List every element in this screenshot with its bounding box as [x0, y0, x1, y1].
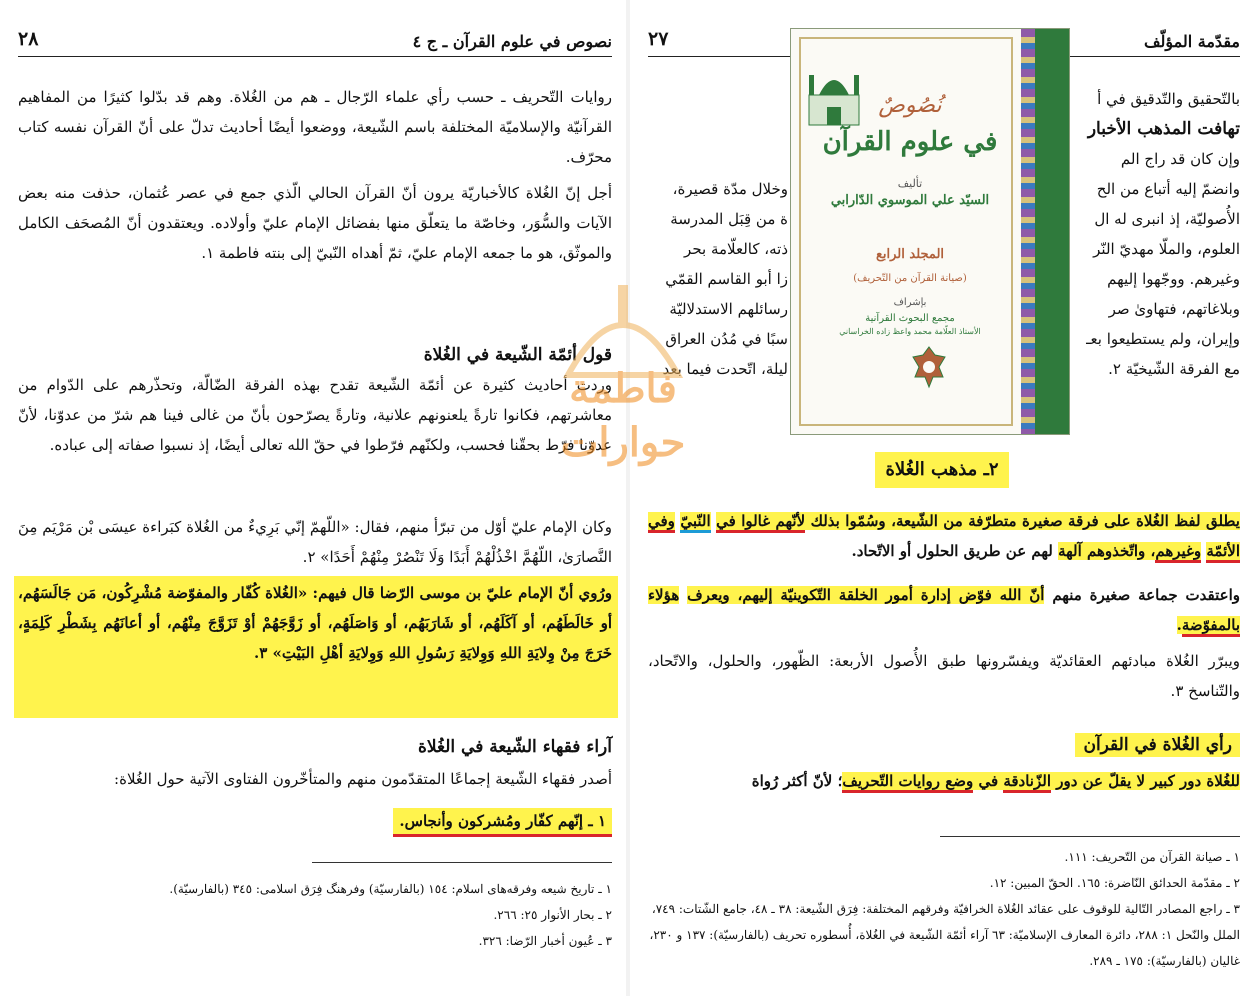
- right-paragraph-6: للغُلاة دور كبير لا يقلّ عن دور الزّنادقة في وضع روايات التّحريف؛ لأنّ أكثر رُواة: [648, 766, 1240, 796]
- cover-supervision-label: بإشراف: [893, 297, 927, 308]
- cover-subtitle: (صيانة القرآن من التّحريف): [853, 273, 967, 284]
- cover-ornament-border: [1021, 29, 1035, 434]
- right-partial-column: [1050, 84, 1240, 384]
- left-paragraph-5: ورُوي أنّ الإمام عليّ بن موسى الرّضا قال فيهم: «الغُلاة كُفّار والمفوّضة مُشْرِكُون، مَن جَالَسَهُم، أو خَالَطَهُم، أو آكَلَهُم، أو شَارَبَهُم، أو وَاصَلَهُم، أو زَوَّجَهُمْ أوْ تَزَوَّجَ مِنْهُم، أو أعانَهُم بِشَطْرِ كَلِمَةٍ، خَرَجَ مِنْ وِلايَةِ اللهِ وَوِلايَةِ رَسُولِ اللهِ وَوِلايَةِ أهْلِ البَيْتِ» ٣.: [18, 584, 612, 662]
- cover-volume: المجلد الرابع: [875, 247, 945, 262]
- right-page-number: ٢٧: [648, 28, 669, 50]
- left-footnotes: [18, 876, 612, 954]
- cover-medallion-icon: [909, 345, 949, 389]
- left-page-number: ٢٨: [18, 28, 39, 50]
- cover-author: السيّد علي الموسوي الدّارابي: [830, 193, 990, 208]
- left-heading-2: آراء فقهاء الشّيعة في الغُلاة: [417, 737, 612, 757]
- book-cover-image: [790, 28, 1070, 435]
- right-heading-2: رأي الغُلاة في القرآن: [648, 730, 1240, 760]
- left-item-1-text: ١ ـ إنّهم كفّار ومُشركون وأنجاس.: [393, 808, 612, 837]
- right-paragraph-2-left: وخلال مدّة قصيرة، ة من قِبَل المدرسة ذته، كالعلّامة بحر زا أبو القاسم القمّي رسائلهم الاستدلاليّة سبًا في مُدُن العراق ليلة، اتّحدت فيما بعد: [662, 180, 788, 378]
- watermark-text-2: حوارات: [560, 419, 686, 466]
- right-heading-1: تهافت المذهب الأخبار: [1087, 119, 1240, 139]
- right-paragraph-1: بالتّحقيق والتّدقيق في أ: [1097, 90, 1240, 108]
- right-footnotes: [648, 844, 1240, 974]
- left-page-title: نصوص في علوم القرآن ـ ج ٤: [412, 32, 612, 51]
- left-footnote-rule: [312, 862, 612, 863]
- right-footnote-3: ٣ ـ راجع المصادر التّالية للوقوف على عقائد الغُلاة الخرافيّة وفرقهم المختلفة: فِرَق الشّيعة: ٣٨ ـ ٤٨، جامع الشّتات: ٧٤٩، الملل والنّحل ١: ٢٨٨، دائرة المعارف الإسلاميّة: ٦٣ آراء أئمّة الشّيعة في الغُلاة، أُسطوره تحريف (بالفارسيّة): ١٣٧ و ٢٣٠، غاليان (بالفارسيّة): ١٧٥ ـ ٢٨٩.: [649, 902, 1240, 968]
- left-paragraph-4: وكان الإمام عليّ أوّل من تبرّأ منهم، فقال: «اللّهمّ إنّي بَرِيءٌ من الغُلاة كبَراءة عيسَى بْن مَرْيَم مِنَ النَّصارَىٰ، اللّهُمَّ اخْذُلْهُمْ أَبَدًا وَلَا تَنْصُرْ مِنْهُمْ أَحَدًا» ٢.: [18, 518, 612, 566]
- right-section-title: ٢ـ مذهب الغُلاة: [630, 452, 1254, 488]
- left-footnote-3: ٣ ـ عُيون أخبار الرّضا: ٣٢٦.: [478, 934, 612, 948]
- cover-title-line-2: في علوم القرآن: [822, 127, 998, 157]
- right-footnote-rule: [940, 836, 1240, 837]
- cover-publisher: الأستاذ العلّامة محمد واعظ زاده الخراساني: [839, 327, 981, 336]
- left-page: [0, 0, 626, 996]
- right-paragraph-5: ويبرّر الغُلاة مبادئهم العقائديّة ويفسّرونها طبق الأُصول الأربعة: الظّهور، والحلول، والاتّحاد، والتّناسخ ٣.: [648, 652, 1240, 700]
- left-heading-1: قول أئمّة الشّيعة في الغُلاة: [423, 345, 612, 365]
- left-footnote-1: ١ ـ تاريخ شيعه وفرقه‌هاى اسلام: ١٥٤ (بالفارسيّة) وفرهنگ فِرَق اسلامى: ٣٤٥ (بالفارسيّة).: [169, 882, 612, 896]
- cover-spine: [1035, 29, 1069, 434]
- cover-author-label: تأليف: [897, 177, 923, 190]
- left-paragraph-2: أجل إنّ الغُلاة كالأخباريّة يرون أنّ القرآن الحالي الّذي جمع في عصر عُثمان، حذفت منه بعض الآيات والسُّوَر، وخاصّة ما يتعلّق منها بفضائل الإمام عليّ وأولاده. ويعتقدون أنّ المُصحَف الكامل والموثّق، هو ما جمعه الإمام عليّ، ثمّ أهداه النّبيّ إلى بنته فاطمة ١.: [18, 184, 612, 262]
- cover-supervisor: مجمع البحوث القرآنية: [865, 313, 955, 324]
- right-paragraph-4: واعتقدت جماعة صغيرة منهم أنّ الله فوّض إدارة أمور الخلقة التّكوينيّة إليهم، ويعرف هؤلاء بالمفوّضة.: [648, 580, 1240, 640]
- left-paragraph-1: روايات التّحريف ـ حسب رأي علماء الرّجال ـ هم من الغُلاة. وهم قد بدّلوا كثيرًا من المفاهيم القرآنيّة والإسلاميّة المختلفة باسم الشّيعة، ووضعوا أيضًا أحاديث تدلّ على أنّ القرآن نفسه كتاب محرّف.: [18, 88, 612, 166]
- right-footnote-1: ١ ـ صيانة القرآن من التّحريف: ١١١.: [1064, 850, 1240, 864]
- left-page-header: [18, 28, 612, 57]
- left-paragraph-6: أصدر فقهاء الشّيعة إجماعًا المتقدّمون منهم والمتأخّرون الفتاوى الآتية حول الغُلاة:: [114, 770, 612, 788]
- left-paragraph-3: وردت أحاديث كثيرة عن أئمّة الشّيعة تقدح بهذه الفرقة الضّالّة، وتحذّرهم على الدّوام من معاشرتهم، فكانوا تارةً يلعنونهم علانية، وتارةً يصرّحون بأنّ من غالى فينا هم شرّ من عدوّنا، لأنّ عدوّنا فرّط بحقّنا فحسب، ولكنّهم فرّطوا في حقّ الله تعالى أيضًا، إذ نسبوا صفاته إلى عباده.: [18, 376, 612, 454]
- watermark-logo: [548, 265, 698, 495]
- right-footnote-2: ٢ ـ مقدّمة الحدائق النّاضرة: ١٦٥. الحقّ المبين: ١٢.: [989, 876, 1240, 890]
- cover-title-line-1: نُصُوصٌ: [878, 93, 942, 118]
- right-paragraph-3: يطلق لفظ الغُلاة على فرقة صغيرة متطرّفة من الشّيعة، وسُمّوا بذلك لأنّهم غالوا في النّبيّ وفي الأئمّة وغيرهم، واتّخذوهم آلهة لهم عن طريق الحلول أو الاتّحاد.: [648, 506, 1240, 566]
- left-item-1: [18, 806, 612, 836]
- right-paragraph-2-right: وإن كان قد راج الم وانضمّ إليه أتباع من الح الأُصوليّة، إذ انبرى له ال العلوم، والملّا مهديّ النّر وغيرهم. ووجّهوا إليهم وبلاغاتهم، فتهاوىٰ صر وإيران، ولم يستطيعوا بعـ مع الفرقة الشّيخيّة ٢.: [1086, 150, 1240, 378]
- right-page-title: مقدّمة المؤلّف: [1143, 32, 1240, 51]
- left-footnote-2: ٢ ـ بحار الأنوار ٢٥: ٢٦٦.: [493, 908, 612, 922]
- watermark-text-1: فاطمة: [569, 365, 677, 412]
